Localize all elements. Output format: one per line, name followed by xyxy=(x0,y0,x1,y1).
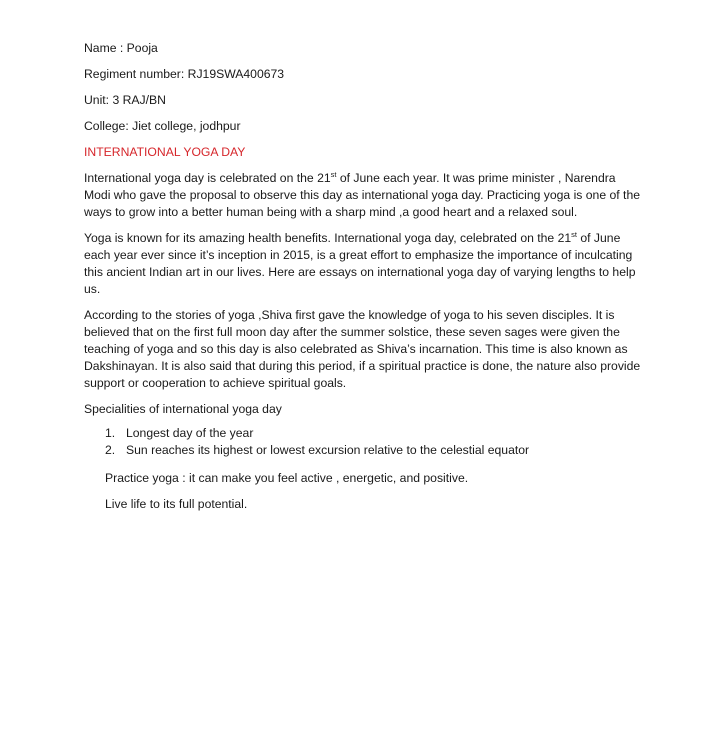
list-item-text: Sun reaches its highest or lowest excursion relative to the celestial equator xyxy=(126,443,530,457)
list-item-text: Longest day of the year xyxy=(126,426,254,440)
name-field: Name : Pooja xyxy=(84,41,158,55)
list-item-number: 1. xyxy=(105,426,116,440)
regiment-number-field: Regiment number: RJ19SWA400673 xyxy=(84,67,285,81)
unit-field: Unit: 3 RAJ/BN xyxy=(84,93,166,107)
specialities-list xyxy=(84,425,644,459)
specialities-heading: Specialities of international yoga day xyxy=(84,402,282,416)
paragraph-health-benefits-part-b: of June each year ever since it’s inception in 2015, is a great effort to emphasize the importance of inculcating this ancient Indian art in our lives. Here are essays on international yoga day of varying lengths to help us. xyxy=(84,231,636,296)
list-item xyxy=(105,425,644,442)
college-field: College: Jiet college, jodhpur xyxy=(84,119,241,133)
paragraph-health-benefits xyxy=(84,230,644,298)
document-title: INTERNATIONAL YOGA DAY xyxy=(84,145,246,159)
practice-yoga-line: Practice yoga : it can make you feel active , energetic, and positive. xyxy=(105,471,469,485)
list-item-number: 2. xyxy=(105,443,116,457)
list-item xyxy=(105,442,644,459)
paragraph-celebration xyxy=(84,170,644,221)
paragraph-health-benefits-part-a: Yoga is known for its amazing health benefits. International yoga day, celebrated on the 21 xyxy=(84,231,572,245)
ordinal-superscript: st xyxy=(571,229,577,239)
paragraph-celebration-part-b: of June each year. It was prime minister , Narendra Modi who gave the proposal to observe this day as international yoga day. Practicing yoga is one of the ways to grow into a better human being with a sharp mind ,a good heart and a relaxed soul. xyxy=(84,171,640,219)
paragraph-shiva-story: According to the stories of yoga ,Shiva first gave the knowledge of yoga to his seven disciples. It is believed that on the first full moon day after the summer solstice, these seven sages were given the teaching of yoga and so this day is also celebrated as Shiva’s incarnation. This time is also known as Dakshinayan. It is also said that during this period, if a spiritual practice is done, the nature also provide support or cooperation to achieve spiritual goals. xyxy=(84,308,641,390)
document-page xyxy=(84,40,644,522)
ordinal-superscript: st xyxy=(330,169,337,179)
live-life-line: Live life to its full potential. xyxy=(105,497,248,511)
paragraph-celebration-part-a: International yoga day is celebrated on the 21 xyxy=(84,171,331,185)
